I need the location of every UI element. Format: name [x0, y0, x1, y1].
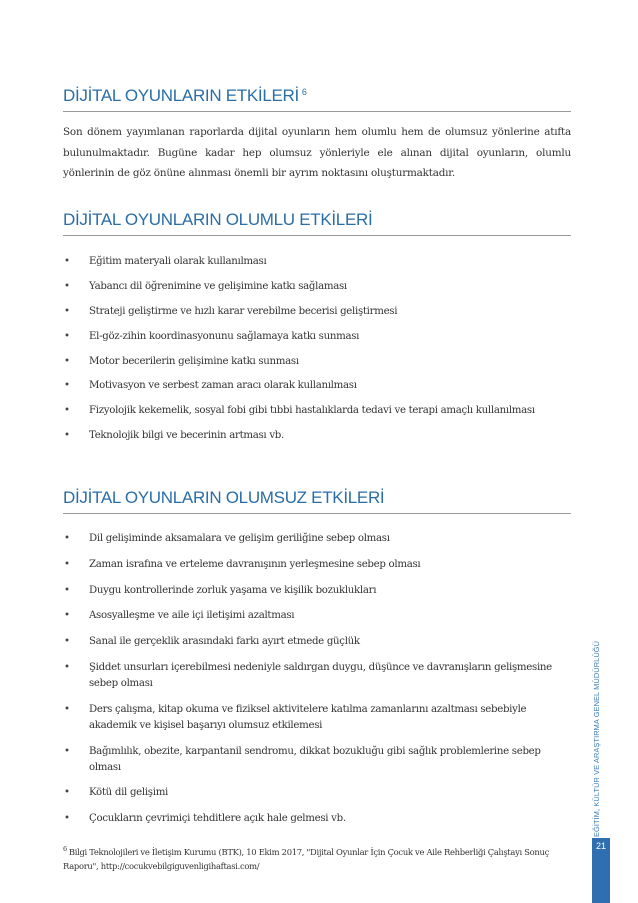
list-item: • Duygu kontrollerinde zorluk yaşama ve kişilik bozuklukları	[63, 583, 571, 599]
footnote-reference[interactable]: 6	[301, 87, 307, 97]
footnote-text: Bilgi Teknolojileri ve İletişim Kurumu (BTK), 10 Ekim 2017, "Dijital Oyunlar İçin Çocuk ve Aile Rehberliği Çalıştayı Sonuç Raporu", http://cocukvebilgiguvenligihaftasi.com/	[63, 847, 549, 871]
section-title-effects: DİJİTAL OYUNLARIN ETKİLERİ $^6$	[63, 86, 571, 112]
list-item: • Teknolojik bilgi ve becerinin artması vb.	[63, 428, 571, 444]
list-item: • Şiddet unsurları içerebilmesi nedeniyle saldırgan duygu, düşünce ve davranışların gelişmesine sebep olması	[63, 660, 571, 692]
side-label: EĞİTİM, KÜLTÜR VE ARAŞTIRMA GENEL MÜDÜRLÜĞÜ	[592, 640, 601, 837]
intro-paragraph: Son dönem yayımlanan raporlarda dijital oyunların hem olumlu hem de olumsuz yönlerine atıfta bulunulmaktadır. Bugüne kadar hep olumsuz yönleriyle ele alınan dijital oyunların, olumlu yönlerinin de göz önüne alınması önemli bir ayrım noktasını oluşturmaktadır.	[63, 126, 571, 179]
list-item: • Çocukların çevrimiçi tehditlere açık hale gelmesi vb.	[63, 811, 571, 827]
list-item: • Eğitim materyali olarak kullanılması	[63, 254, 571, 270]
list-item: • Motor becerilerin gelişimine katkı sunması	[63, 354, 571, 370]
positive-effects-list	[63, 254, 571, 453]
list-item: • Strateji geliştirme ve hızlı karar verebilme becerisi geliştirmesi	[63, 304, 571, 320]
list-item: • Ders çalışma, kitap okuma ve fiziksel aktivitelere katılma zamanlarını azaltması sebebiyle akademik ve kişisel başarıyı olumsuz etkilemesi	[63, 702, 571, 734]
footnote-number: 6	[63, 845, 67, 853]
list-item: • Dil gelişiminde aksamalara ve gelişim geriliğine sebep olması	[63, 531, 571, 547]
list-item: • Zaman israfına ve erteleme davranışının yerleşmesine sebep olması	[63, 557, 571, 573]
list-item: • Bağımlılık, obezite, karpantanil sendromu, dikkat bozukluğu gibi sağlık problemlerine sebep olması	[63, 744, 571, 776]
footnote	[63, 843, 578, 873]
page-number: 21	[592, 838, 610, 903]
negative-effects-list	[63, 531, 571, 837]
list-item: • Yabancı dil öğrenimine ve gelişimine katkı sağlaması	[63, 279, 571, 295]
section-title-negative-effects: DİJİTAL OYUNLARIN OLUMSUZ ETKİLERİ	[63, 488, 571, 514]
list-item: • Kötü dil gelişimi	[63, 785, 571, 801]
list-item: • Motivasyon ve serbest zaman aracı olarak kullanılması	[63, 378, 571, 394]
list-item: • Asosyalleşme ve aile içi iletişimi azaltması	[63, 608, 571, 624]
list-item: • Fizyolojik kekemelik, sosyal fobi gibi tıbbi hastalıklarda tedavi ve terapi amaçlı kullanılması	[63, 403, 571, 419]
list-item: • El-göz-zihin koordinasyonunu sağlamaya katkı sunması	[63, 329, 571, 345]
list-item: • Sanal ile gerçeklik arasındaki farkı ayırt etmede güçlük	[63, 634, 571, 650]
section-title-positive-effects: DİJİTAL OYUNLARIN OLUMLU ETKİLERİ	[63, 210, 571, 236]
